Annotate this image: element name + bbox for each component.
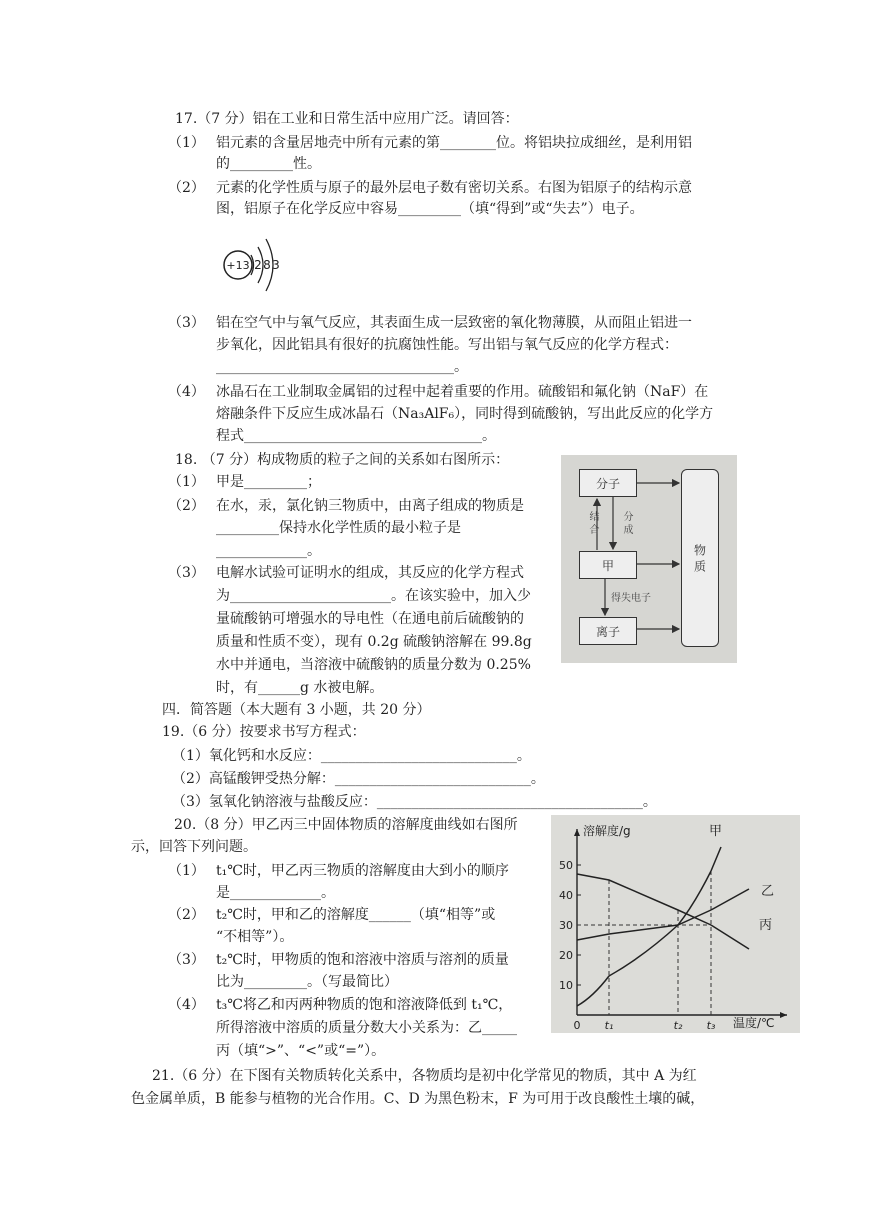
q18-part1-number: （1） — [168, 474, 205, 490]
q20-title-line2: 示，回答下列问题。 — [131, 839, 257, 855]
gain-lose-electron-label: 得失电子 — [611, 593, 651, 604]
q18-part2-number: （2） — [168, 498, 205, 514]
x-tick-label: t₁ — [604, 1019, 614, 1032]
q19-title: 19.（6 分）按要求书写方程式： — [162, 724, 366, 740]
q20-part1-line1: t₁℃时，甲乙丙三物质的溶解度由大到小的顺序 — [216, 863, 509, 879]
q18-part1-line1: 甲是_________； — [216, 474, 321, 490]
series-label: 乙 — [761, 884, 775, 899]
q17-part2-number: （2） — [168, 180, 205, 196]
atom-nucleus-charge: +13 — [226, 259, 250, 272]
q21-line2: 色金属单质，B 能参与植物的光合作用。C、D 为黑色粉末，F 为可用于改良酸性土壤的碱， — [131, 1091, 705, 1107]
q21-line1: 21.（6 分）在下图有关物质转化关系中，各物质均是初中化学常见的物质，其中 A 为红 — [152, 1068, 697, 1084]
q18-part2-line3: _____________。 — [216, 543, 321, 559]
q17-part2-line1: 元素的化学性质与原子的最外层电子数有密切关系。右图为铝原子的结构示意 — [216, 180, 692, 196]
curve-jia-extension — [711, 847, 721, 871]
y-tick-label: 20 — [559, 949, 573, 962]
q17-part3-line1: 铝在空气中与氧气反应，其表面生成一层致密的氧化物薄膜，从而阻止铝进一 — [216, 315, 692, 331]
q18-part3-line6: 时，有______g 水被电解。 — [216, 680, 384, 696]
q18-part3-number: （3） — [168, 565, 205, 581]
x-axis-label: 温度/℃ — [733, 1016, 775, 1030]
series-label: 丙 — [759, 918, 773, 933]
q17-title: 17.（7 分）铝在工业和日常生活中应用广泛。请回答： — [175, 111, 519, 127]
q17-part3-line2: 步氧化，因此铝具有很好的抗腐蚀性能。写出铝与氧气反应的化学方程式： — [216, 337, 678, 353]
molecule-box: 分子 — [579, 469, 637, 497]
solubility-curve-chart — [551, 815, 800, 1033]
particle-relationship-diagram — [561, 455, 737, 663]
curve-yi-extension — [711, 889, 749, 910]
electron-count-shell-2: 8 — [263, 258, 271, 272]
q17-part4-number: （4） — [168, 384, 205, 400]
aluminum-atom-structure-diagram — [216, 222, 296, 302]
x-tick-label: t₃ — [706, 1019, 716, 1032]
q17-part1-line2: 的_________性。 — [216, 156, 321, 172]
q20-part4-line2: 所得溶液中溶质的质量分数大小关系为：乙_____ — [216, 1020, 517, 1036]
q19-part2: （2）高锰酸钾受热分解：____________________________。 — [172, 771, 545, 787]
y-tick-label: 10 — [559, 979, 573, 992]
q17-part4-line1: 冰晶石在工业制取金属铝的过程中起着重要的作用。硫酸铝和氟化钠（NaF）在 — [216, 384, 709, 400]
q18-part3-line2: 为_______________________。在该实验中，加入少 — [216, 588, 531, 604]
combine-label: 结 合 — [587, 511, 598, 535]
q20-part4-line3: 丙（填“>”、“<”或“=”）。 — [216, 1043, 386, 1059]
x-tick-label: 0 — [573, 1019, 581, 1032]
q17-part4-line2: 熔融条件下反应生成冰晶石（Na₃AlF₆），同时得到硫酸钠，写出此反应的化学方 — [216, 406, 714, 422]
q20-part4-line1: t₃℃将乙和丙两种物质的饱和溶液降低到 t₁℃， — [216, 997, 513, 1013]
electron-count-shell-3: 3 — [272, 258, 280, 272]
q18-part2-line1: 在水，汞，氯化钠三物质中，由离子组成的物质是 — [216, 498, 524, 514]
jia-box: 甲 — [579, 551, 637, 579]
q20-part3-line2: 比为_________。（写最简比） — [216, 974, 398, 990]
curve-bing — [577, 874, 711, 925]
q19-part3: （3）氢氧化钠溶液与盐酸反应：______________________________________。 — [172, 794, 657, 810]
q20-part2-line2: “不相等”）。 — [216, 929, 294, 945]
electron-count-shell-1: 2 — [254, 258, 262, 272]
q17-part1-line1: 铝元素的含量居地壳中所有元素的第________位。将铝块拉成细丝，是利用铝 — [216, 135, 692, 151]
q20-part1-line2: 是_____________。 — [216, 885, 335, 901]
matter-box: 物 质 — [681, 469, 719, 647]
q20-part3-number: （3） — [168, 952, 205, 968]
x-axis-arrowhead — [780, 1012, 787, 1018]
q20-part3-line1: t₂℃时，甲物质的饱和溶液中溶质与溶剂的质量 — [216, 952, 509, 968]
q17-part2-line2: 图，铝原子在化学反应中容易_________（填“得到”或“失去”）电子。 — [216, 201, 644, 217]
y-tick-label: 30 — [559, 919, 573, 932]
curve-bing-extension — [711, 925, 749, 949]
y-tick-label: 40 — [559, 889, 573, 902]
q17-part3-number: （3） — [168, 315, 205, 331]
q18-part3-line4: 质量和性质不变），现有 0.2g 硫酸钠溶解在 99.8g — [216, 634, 532, 650]
ion-box: 离子 — [579, 617, 637, 645]
curve-jia — [577, 871, 711, 1006]
split-label: 分 成 — [621, 511, 632, 535]
q18-part2-line2: _________保持水化学性质的最小粒子是 — [216, 520, 461, 536]
x-tick-label: t₂ — [673, 1019, 683, 1032]
q18-part3-line5: 水中并通电，当溶液中硫酸钠的质量分数为 0.25% — [216, 657, 531, 673]
q20-part4-number: （4） — [168, 997, 205, 1013]
q19-part1: （1）氧化钙和水反应：____________________________。 — [172, 748, 531, 764]
q20-title-line1: 20.（8 分）甲乙丙三中固体物质的溶解度曲线如右图所 — [174, 817, 518, 833]
q20-part2-number: （2） — [168, 907, 205, 923]
q17-part1-number: （1） — [168, 135, 205, 151]
q20-part2-line1: t₂℃时，甲和乙的溶解度______（填“相等”或 — [216, 907, 496, 923]
q17-part4-line3: 程式__________________________________。 — [216, 428, 496, 444]
series-label: 甲 — [709, 824, 723, 839]
q20-part1-number: （1） — [168, 863, 205, 879]
section4-heading: 四．简答题（本大题有 3 小题，共 20 分） — [162, 702, 431, 718]
y-tick-label: 50 — [559, 859, 573, 872]
y-axis-label: 溶解度/g — [583, 824, 631, 838]
q18-part3-line3: 量硫酸钠可增强水的导电性（在通电前后硫酸钠的 — [216, 611, 524, 627]
q17-part3-answer-blank: __________________________________。 — [216, 359, 468, 375]
q18-title: 18. （7 分）构成物质的粒子之间的关系如右图所示： — [175, 452, 510, 468]
q18-part3-line1: 电解水试验可证明水的组成，其反应的化学方程式 — [216, 565, 524, 581]
y-axis-arrowhead — [574, 829, 580, 836]
